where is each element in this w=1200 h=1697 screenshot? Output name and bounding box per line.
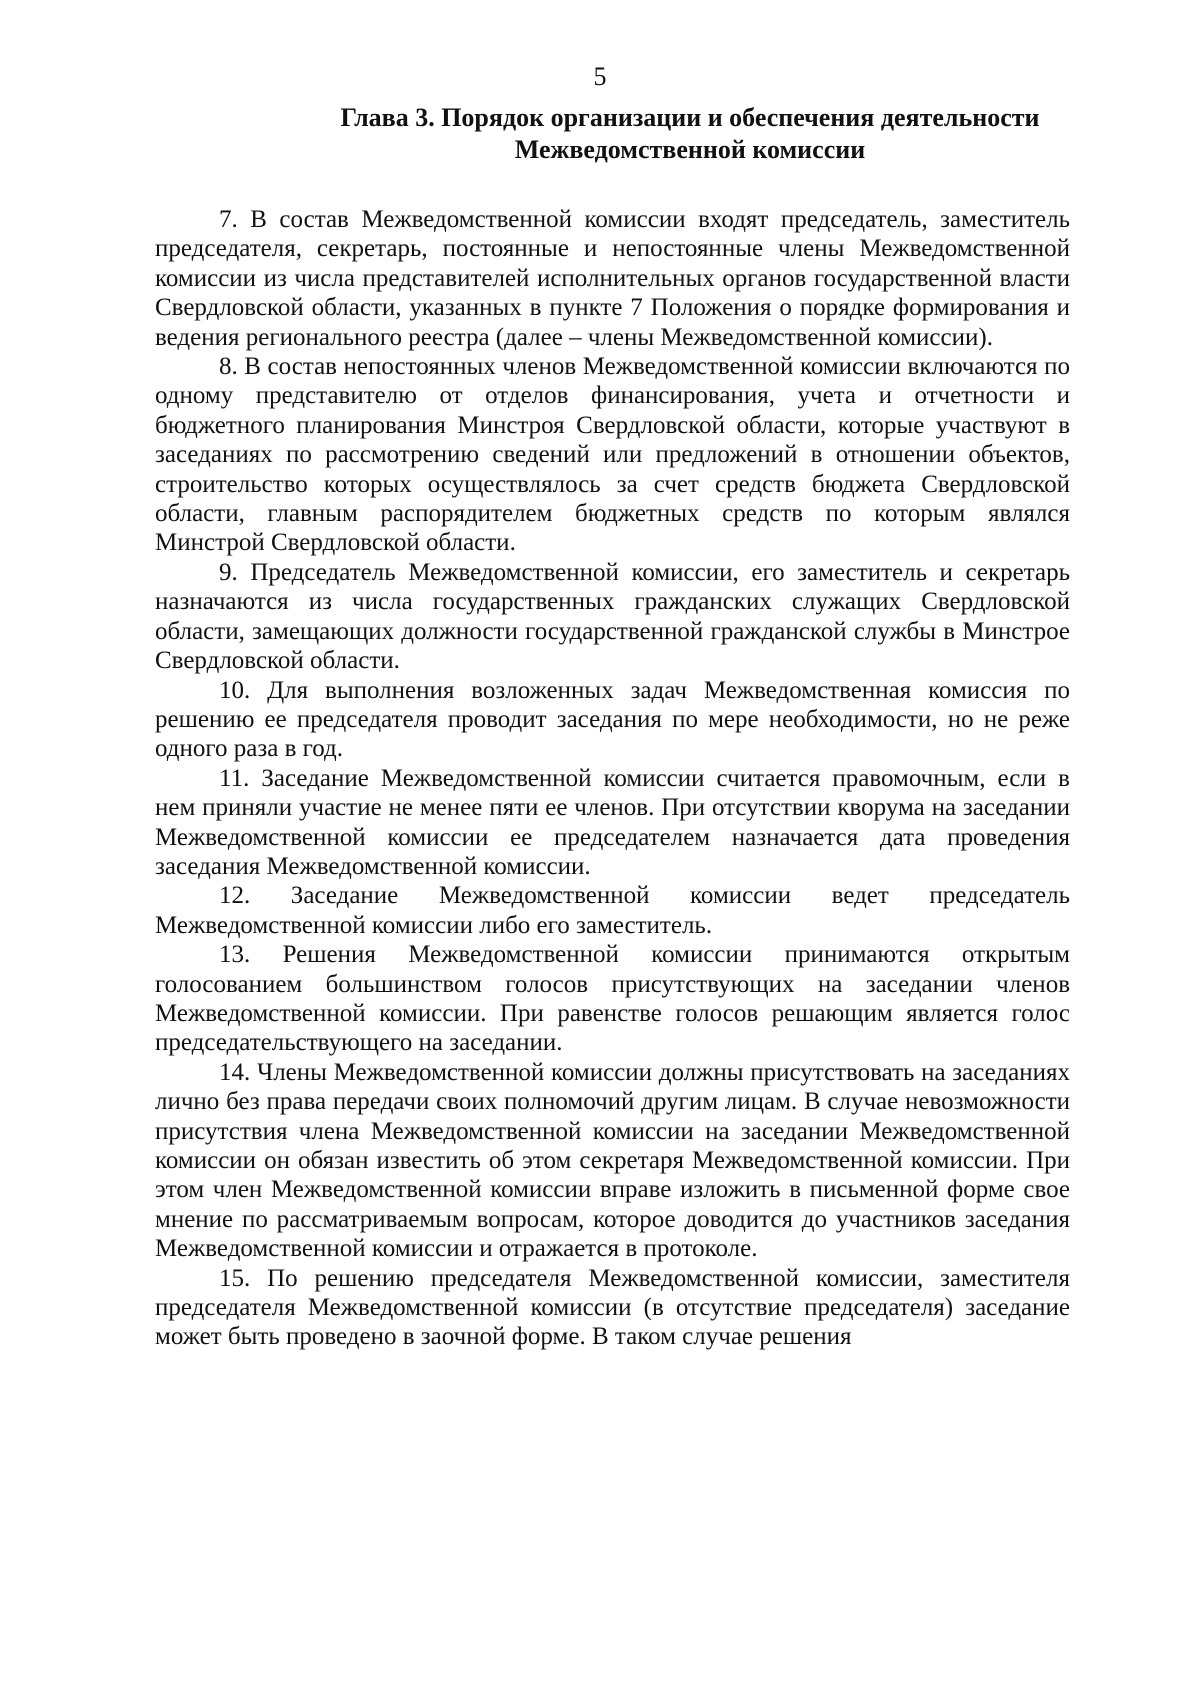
paragraph-14: 14. Члены Межведомственной комиссии должны присутствовать на заседаниях лично без права передачи своих полномочий другим лицам. В случае невозможности присутствия члена Межведомственной комиссии на заседании Межведомственной комиссии он обязан известить об этом секретаря Межведомственной комиссии. При этом член Межведомственной комиссии вправе изложить в письменной форме свое мнение по рассматриваемым вопросам, которое доводится до участников заседания Межведомственной комиссии и отражается в протоколе. [155, 1058, 1070, 1263]
paragraph-12: 12. Заседание Межведомственной комиссии ведет председатель Межведомственной комиссии либо его заместитель. [155, 882, 1070, 939]
paragraph-7: 7. В состав Межведомственной комиссии входят председатель, заместитель председателя, секретарь, постоянные и непостоянные члены Межведомственной комиссии из числа представителей исполнительных органов государственной власти Свердловской области, указанных в пункте 7 Положения о порядке формирования и ведения регионального реестра (далее – члены Межведомственной комиссии). [155, 206, 1070, 351]
paragraph-15: 15. По решению председателя Межведомственной комиссии, заместителя председателя Межведомственной комиссии (в отсутствие председателя) заседание может быть проведено в заочной форме. В таком случае решения [155, 1264, 1070, 1351]
chapter-title-line-2: Межведомственной комиссии [514, 135, 866, 164]
paragraph-10: 10. Для выполнения возложенных задач Межведомственная комиссия по решению ее председателя проводит заседания по мере необходимости, но не реже одного раза в год. [155, 676, 1070, 763]
document-body [155, 205, 1070, 1352]
paragraph-13: 13. Решения Межведомственной комиссии принимаются открытым голосованием большинством голосов присутствующих на заседании членов Межведомственной комиссии. При равенстве голосов решающим является голос председательствующего на заседании. [155, 941, 1070, 1057]
page-number: 5 [593, 62, 607, 91]
paragraph-9: 9. Председатель Межведомственной комиссии, его заместитель и секретарь назначаются из числа государственных гражданских служащих Свердловской области, замещающих должности государственной гражданской службы в Минстрое Свердловской области. [155, 558, 1070, 675]
chapter-title-line-1: Глава 3. Порядок организации и обеспечения деятельности [340, 103, 1040, 132]
chapter-title [250, 102, 1130, 166]
paragraph-8: 8. В состав непостоянных членов Межведомственной комиссии включаются по одному представителю от отделов финансирования, учета и отчетности и бюджетного планирования Минстроя Свердловской области, которые участвуют в заседаниях по рассмотрению сведений или предложений в отношении объектов, строительство которых осуществлялось за счет средств бюджета Свердловской области, главным распорядителем бюджетных средств по которым являлся Минстрой Свердловской области. [155, 353, 1070, 557]
paragraph-11: 11. Заседание Межведомственной комиссии считается правомочным, если в нем приняли участие не менее пяти ее членов. При отсутствии кворума на заседании Межведомственной комиссии ее председателем назначается дата проведения заседания Межведомственной комиссии. [155, 764, 1070, 880]
